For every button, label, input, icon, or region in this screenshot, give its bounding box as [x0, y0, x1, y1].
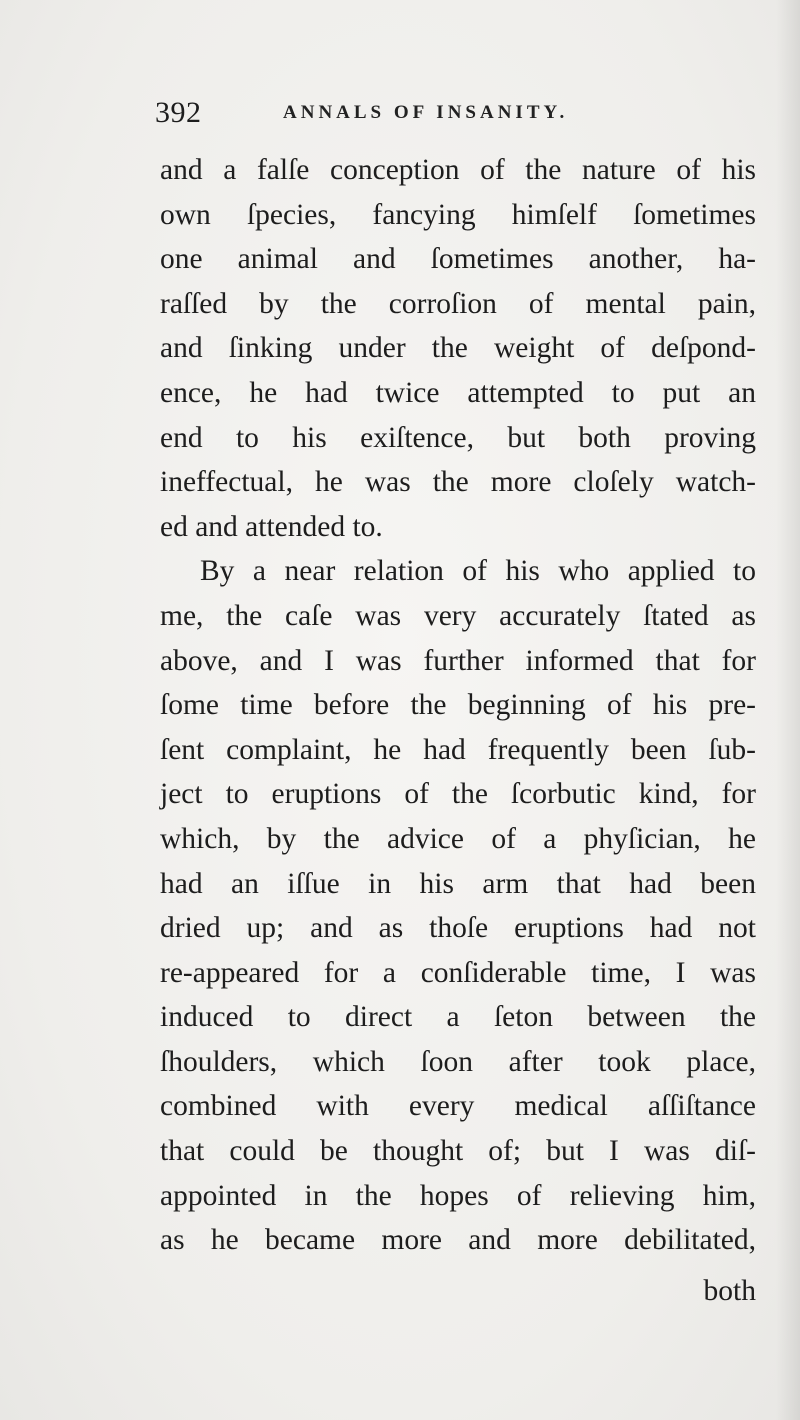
text-line: ence, he had twice attempted to put an — [160, 376, 756, 409]
text-line: ſent complaint, he had frequently been ſub- — [160, 733, 756, 766]
text-line: that could be thought of; but I was diſ- — [160, 1135, 756, 1168]
text-line: and ſinking under the weight of deſpond- — [160, 332, 756, 365]
text-line: re-appeared for a conſiderable time, I was — [160, 956, 756, 989]
text-line: own ſpecies, fancying himſelf ſometimes — [160, 198, 756, 231]
catchword: both — [703, 1275, 756, 1307]
text-line: ject to eruptions of the ſcorbutic kind, for — [160, 778, 756, 811]
text-line: ed and attended to. — [160, 510, 383, 543]
text-line: ſhoulders, which ſoon after took place, — [160, 1045, 756, 1078]
text-line: ineffectual, he was the more cloſely watch- — [160, 466, 756, 499]
page-header — [155, 96, 755, 136]
page-edge-shadow — [776, 0, 800, 1420]
text-line: me, the caſe was very accurately ſtated as — [160, 599, 756, 632]
text-line: had an iſſue in his arm that had been — [160, 867, 756, 900]
text-line: dried up; and as thoſe eruptions had not — [160, 912, 756, 945]
text-line: appointed in the hopes of relieving him, — [160, 1179, 756, 1212]
text-line: combined with every medical aſſiſtance — [160, 1090, 756, 1123]
running-title: ANNALS OF INSANITY. — [283, 102, 569, 123]
text-line: above, and I was further informed that for — [160, 644, 756, 677]
text-line: end to his exiſtence, but both proving — [160, 421, 756, 454]
text-line: which, by the advice of a phyſician, he — [160, 822, 756, 855]
body-text — [160, 148, 756, 1263]
text-line: raſſed by the corroſion of mental pain, — [160, 287, 756, 320]
text-line: ſome time before the beginning of his pre- — [160, 689, 756, 722]
page-number: 392 — [155, 96, 202, 129]
text-line: induced to direct a ſeton between the — [160, 1001, 756, 1034]
paragraph-start-line: By a near relation of his who applied to — [200, 555, 756, 588]
text-line: and a falſe conception of the nature of his — [160, 154, 756, 186]
text-line: one animal and ſometimes another, ha- — [160, 243, 756, 276]
text-line: as he became more and more debilitated, — [160, 1224, 756, 1257]
